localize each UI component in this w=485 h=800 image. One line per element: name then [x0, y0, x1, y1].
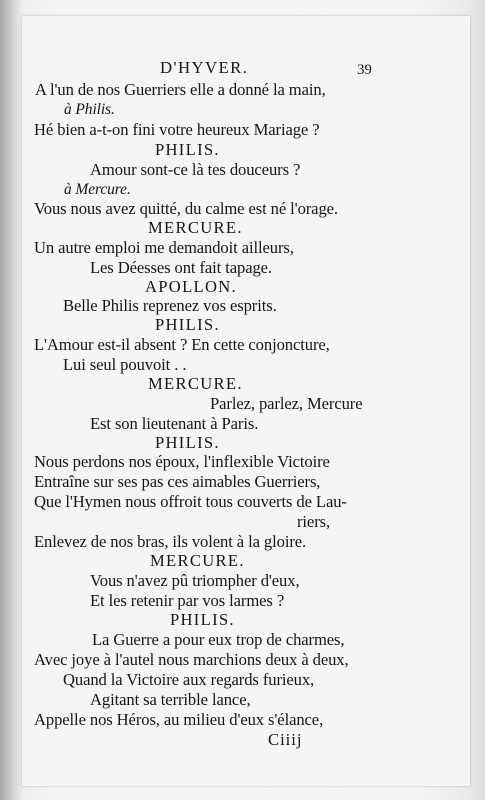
- text-line-21: Quand la Victoire aux regards furieux,: [63, 670, 315, 689]
- text-line-7: Belle Philis reprenez vos esprits.: [63, 296, 277, 315]
- text-line-18: Et les retenir par vos larmes ?: [90, 591, 285, 610]
- text-line-6: Les Déesses ont fait tapage.: [90, 258, 272, 277]
- text-line-20: Avec joye à l'autel nous marchions deux à deux,: [34, 650, 349, 669]
- text-line-1: A l'un de nos Guerriers elle a donné la main,: [35, 80, 326, 99]
- text-line-10: Parlez, parlez, Mercure: [210, 394, 363, 413]
- running-head: D'HYVER.: [160, 58, 249, 77]
- text-line-12: Nous perdons nos époux, l'inflexible Victoire: [34, 452, 330, 471]
- speaker-philis-1: PHILIS.: [155, 140, 220, 159]
- speaker-philis-3: PHILIS.: [155, 433, 220, 452]
- text-line-3: Amour sont-ce là tes douceurs ?: [90, 160, 301, 179]
- speaker-mercure-3: MERCURE.: [150, 551, 245, 570]
- text-line-16: Enlevez de nos bras, ils volent à la gloire.: [34, 532, 307, 551]
- page-number: 39: [357, 62, 372, 78]
- text-line-15: riers,: [297, 512, 331, 531]
- text-line-11: Est son lieutenant à Paris.: [90, 414, 259, 433]
- text-line-2: Hé bien a-t-on fini votre heureux Mariage ?: [34, 120, 320, 139]
- text-line-9: Lui seul pouvoit . .: [63, 355, 187, 374]
- text-line-19: La Guerre a pour eux trop de charmes,: [92, 630, 345, 649]
- text-line-8: L'Amour est-il absent ? En cette conjoncture,: [34, 335, 330, 354]
- signature-mark: Ciiij: [268, 730, 303, 749]
- text-line-13: Entraîne sur ses pas ces aimables Guerriers,: [34, 472, 321, 491]
- speaker-mercure-1: MERCURE.: [148, 218, 243, 237]
- text-line-23: Appelle nos Héros, au milieu d'eux s'élance,: [34, 710, 324, 729]
- text-line-5: Un autre emploi me demandoit ailleurs,: [34, 238, 294, 257]
- text-line-22: Agitant sa terrible lance,: [90, 690, 251, 709]
- text-line-14: Que l'Hymen nous offroit tous couverts de Lau-: [34, 492, 347, 511]
- speaker-philis-4: PHILIS.: [170, 610, 235, 629]
- speaker-philis-2: PHILIS.: [155, 315, 220, 334]
- facing-page-edge: [0, 0, 22, 800]
- speaker-mercure-2: MERCURE.: [148, 374, 243, 393]
- text-line-4: Vous nous avez quitté, du calme est né l'orage.: [34, 199, 338, 218]
- stage-direction-2: à Mercure.: [64, 181, 131, 198]
- text-line-17: Vous n'avez pû triompher d'eux,: [90, 571, 300, 590]
- stage-direction-1: à Philis.: [64, 101, 115, 118]
- speaker-apollon: APOLLON.: [145, 277, 237, 296]
